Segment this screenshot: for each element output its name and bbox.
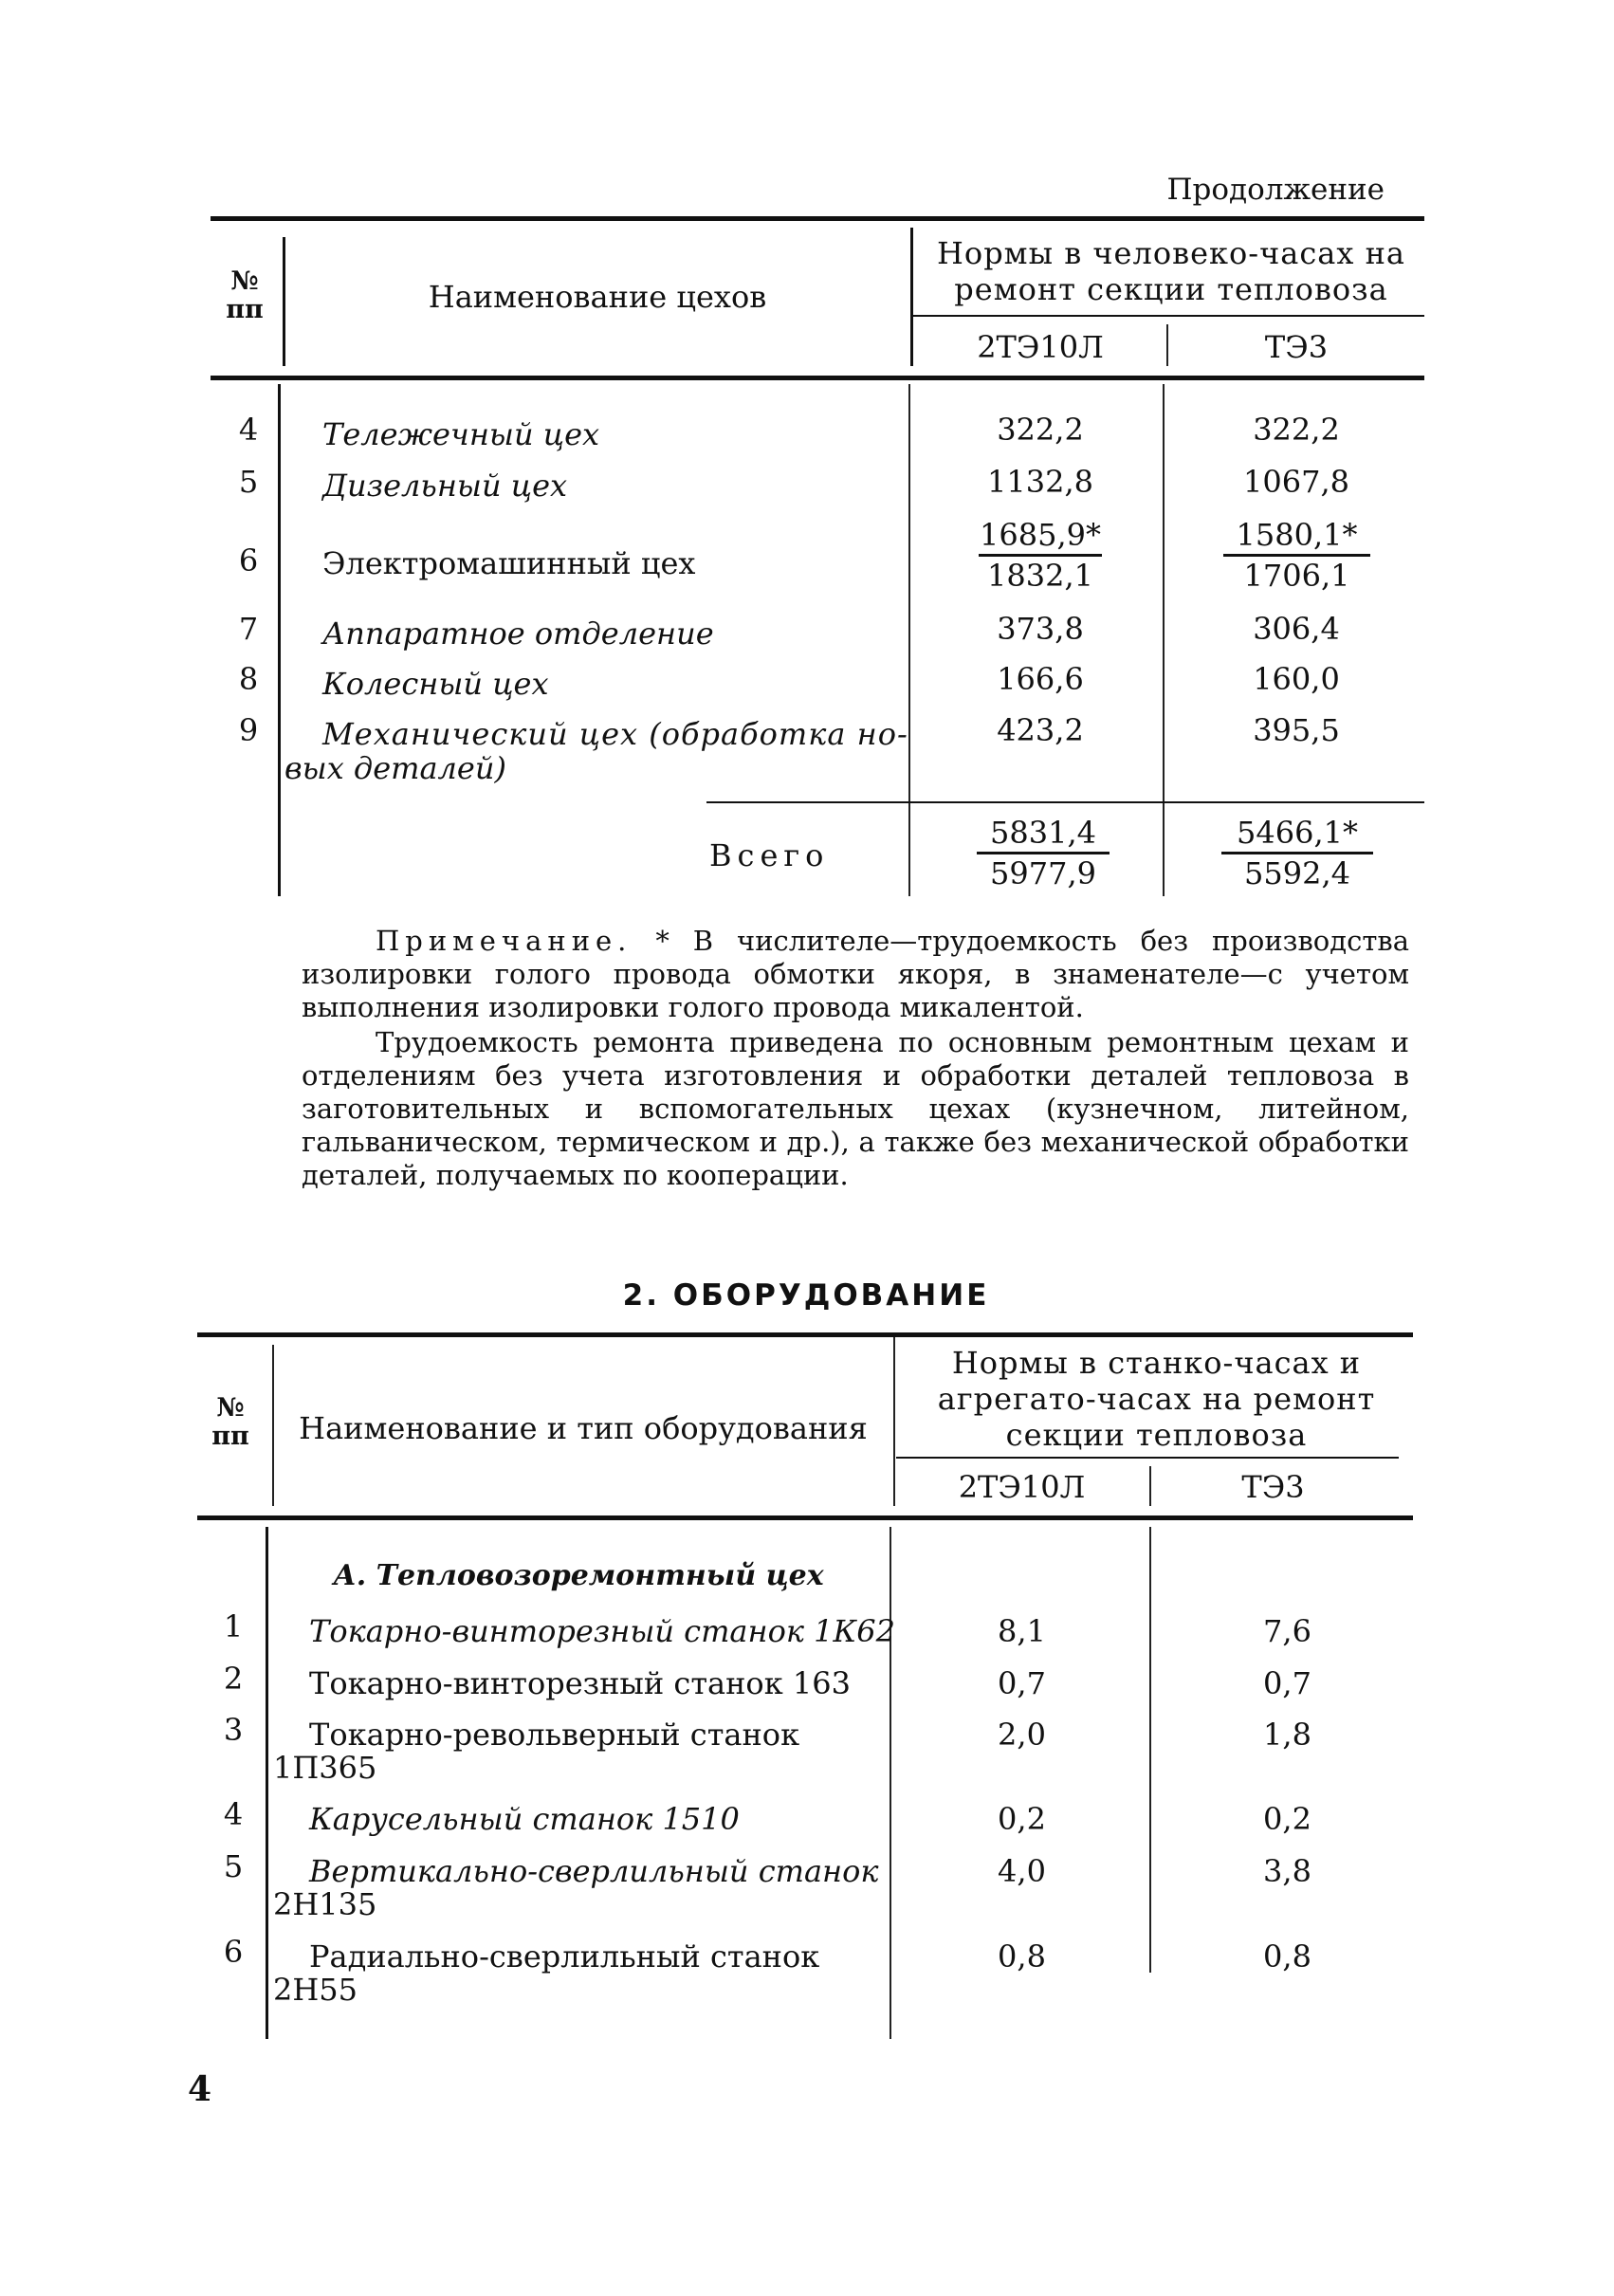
table1-header-col2: ТЭ3 bbox=[1264, 329, 1329, 365]
fraction-numerator: 5831,4 bbox=[977, 816, 1110, 854]
table2-row-value-col2: 7,6 bbox=[1263, 1613, 1311, 1649]
table2-vline-cols bbox=[1149, 1466, 1151, 1506]
table2-header-bottom-rule bbox=[197, 1515, 1413, 1520]
table1-row-num: 6 bbox=[238, 542, 259, 579]
table1-row-name: Колесный цех bbox=[322, 666, 549, 702]
table2-row-value-col1: 0,8 bbox=[998, 1938, 1046, 1975]
table1-vline-num bbox=[283, 237, 285, 366]
table2-row-name: Токарно-винторезный станок 1К62 bbox=[309, 1613, 895, 1649]
table2-row-num: 2 bbox=[223, 1661, 244, 1697]
table1-row-value-col2: 306,4 bbox=[1253, 611, 1340, 647]
fraction-numerator: 5466,1* bbox=[1221, 816, 1373, 854]
table1-vline-num-body bbox=[278, 384, 281, 896]
table2-row-value-col2: 1,8 bbox=[1263, 1717, 1311, 1753]
table2-row-value-col1: 0,7 bbox=[998, 1665, 1046, 1701]
table1-row-num: 4 bbox=[238, 412, 259, 448]
table2-vline-name bbox=[893, 1337, 895, 1506]
continuation-label: Продолжение bbox=[1166, 173, 1385, 207]
table1-explanation: Трудоемкость ремонта приведена по основным ремонтным цехам и отделениям без учета изготовления и обработки деталей тепловоза в заготовительных и вспомогательных цехах (кузнечном, литейном, гальваническом, термическом и др.), а также без механической обработки деталей, получаемых по кооперации. bbox=[302, 1026, 1409, 1191]
table2-vline-cols-body bbox=[1149, 1527, 1151, 1973]
table1-row-value-col2: 322,2 bbox=[1253, 412, 1340, 448]
table1-row-value-col2: 395,5 bbox=[1253, 712, 1340, 748]
table1-header-name: Наименование цехов bbox=[428, 279, 767, 315]
table2-row-value-col1: 0,2 bbox=[998, 1801, 1046, 1837]
table1-note bbox=[302, 925, 1409, 1024]
table1-row-name: Аппаратное отделение bbox=[322, 615, 714, 652]
table1-header-sub-rule bbox=[912, 315, 1424, 317]
table2-row-name-line1: Вертикально-сверлильный станок bbox=[309, 1853, 879, 1889]
table2-vline-name-body bbox=[890, 1527, 891, 2039]
table1-header-num: № пп bbox=[226, 266, 264, 324]
table1-row-name: Дизельный цех bbox=[322, 468, 568, 504]
table1-row-value-col2: 160,0 bbox=[1253, 661, 1340, 697]
table1-vline-cols bbox=[1166, 324, 1168, 366]
fraction-numerator: 1685,9* bbox=[979, 518, 1102, 557]
table2-row-name-line2: 2Н55 bbox=[273, 1972, 358, 2008]
table2-row-value-col2: 0,8 bbox=[1263, 1938, 1311, 1975]
table1-row-name: Тележечный цех bbox=[322, 416, 600, 452]
table1-row-name-line2: вых деталей) bbox=[284, 750, 506, 786]
table1-header-norms: Нормы в человеко-часах на ремонт секции тепловоза bbox=[937, 235, 1405, 307]
table2-header-num: № пп bbox=[211, 1393, 249, 1451]
table1-row-name-line1: Механический цех (обработка но- bbox=[322, 716, 908, 752]
table1-vline-name-body bbox=[908, 384, 910, 896]
table2-header-col1: 2ТЭ10Л bbox=[958, 1469, 1086, 1505]
table2-row-name: Токарно-винторезный станок 163 bbox=[309, 1665, 851, 1701]
table2-vline-num-body bbox=[266, 1527, 268, 2039]
table1-row-value-col1: 373,8 bbox=[997, 611, 1084, 647]
table2-header-name: Наименование и тип оборудования bbox=[299, 1410, 868, 1446]
table1-vline-name bbox=[910, 228, 913, 366]
table2-vline-num bbox=[272, 1345, 274, 1506]
fraction-denominator: 1832,1 bbox=[987, 558, 1093, 594]
table2-row-num: 3 bbox=[223, 1712, 244, 1748]
table2-row-name-line2: 1П365 bbox=[273, 1750, 377, 1786]
table2-row-value-col1: 8,1 bbox=[998, 1613, 1046, 1649]
note-label: Примечание. bbox=[376, 925, 633, 957]
table1-header-col1: 2ТЭ10Л bbox=[977, 329, 1104, 365]
table2-row-name-line2: 2Н135 bbox=[273, 1886, 377, 1922]
table1-row-fraction-col1 bbox=[979, 518, 1102, 593]
fraction-denominator: 5592,4 bbox=[1244, 855, 1350, 891]
table2-row-value-col2: 0,7 bbox=[1263, 1665, 1311, 1701]
fraction-denominator: 5977,9 bbox=[990, 855, 1096, 891]
table2-row-value-col1: 2,0 bbox=[998, 1717, 1046, 1753]
table2-row-num: 1 bbox=[223, 1608, 244, 1644]
table2-header-norms: Нормы в станко-часах и агрегато-часах на ремонт секции тепловоза bbox=[937, 1345, 1376, 1453]
page-number: 4 bbox=[188, 2069, 212, 2109]
table1-total-fraction-col2 bbox=[1221, 816, 1373, 891]
table2-row-num: 6 bbox=[223, 1934, 244, 1970]
table1-header-bottom-rule bbox=[211, 376, 1424, 380]
table2-header-col2: ТЭ3 bbox=[1241, 1469, 1305, 1505]
table2-row-num: 5 bbox=[223, 1848, 244, 1884]
table1-row-value-col2: 1067,8 bbox=[1243, 464, 1349, 500]
table1-row-num: 9 bbox=[238, 712, 259, 748]
table1-top-rule bbox=[211, 216, 1424, 221]
table1-row-value-col1: 1132,8 bbox=[987, 464, 1093, 500]
table2-subsection-heading: А. Тепловозоремонтный цех bbox=[333, 1559, 824, 1592]
table1-row-value-col1: 166,6 bbox=[997, 661, 1084, 697]
table1-row-num: 8 bbox=[238, 661, 259, 697]
table1-row-value-col1: 322,2 bbox=[997, 412, 1084, 448]
table2-row-value-col2: 0,2 bbox=[1263, 1801, 1311, 1837]
table2-row-name-text: Токарно-револьверный станок bbox=[309, 1717, 800, 1753]
table2-header-sub-rule bbox=[896, 1457, 1399, 1459]
table2-row-value-col2: 3,8 bbox=[1263, 1853, 1311, 1889]
table1-row-num: 7 bbox=[238, 611, 259, 647]
table2-row-num: 4 bbox=[223, 1796, 244, 1832]
table2-row-name: Карусельный станок 1510 bbox=[309, 1801, 740, 1837]
table1-row-fraction-col2 bbox=[1223, 518, 1370, 593]
table2-top-rule bbox=[197, 1332, 1413, 1337]
table1-total-label: Всего bbox=[709, 837, 830, 873]
table2-row-value-col1: 4,0 bbox=[998, 1853, 1046, 1889]
table1-total-fraction-col1 bbox=[977, 816, 1110, 891]
table2-row-name-line1: Радиально-сверлильный станок bbox=[309, 1938, 820, 1975]
table2-row-name-line1 bbox=[309, 1717, 869, 1752]
note-text: * В числителе—трудоемкость без производства изолировки голого провода обмотки якоря, в знаменателе—с учетом выполнения изолировки голого провода микалентой. bbox=[302, 925, 1410, 1023]
fraction-denominator: 1706,1 bbox=[1243, 558, 1350, 594]
table1-total-rule bbox=[706, 801, 1424, 803]
table1-row-name: Электромашинный цех bbox=[322, 545, 696, 581]
table1-row-value-col1: 423,2 bbox=[997, 712, 1084, 748]
table1-row-num: 5 bbox=[238, 464, 259, 500]
fraction-numerator: 1580,1* bbox=[1223, 518, 1370, 557]
section2-title: 2. ОБОРУДОВАНИЕ bbox=[622, 1278, 990, 1313]
